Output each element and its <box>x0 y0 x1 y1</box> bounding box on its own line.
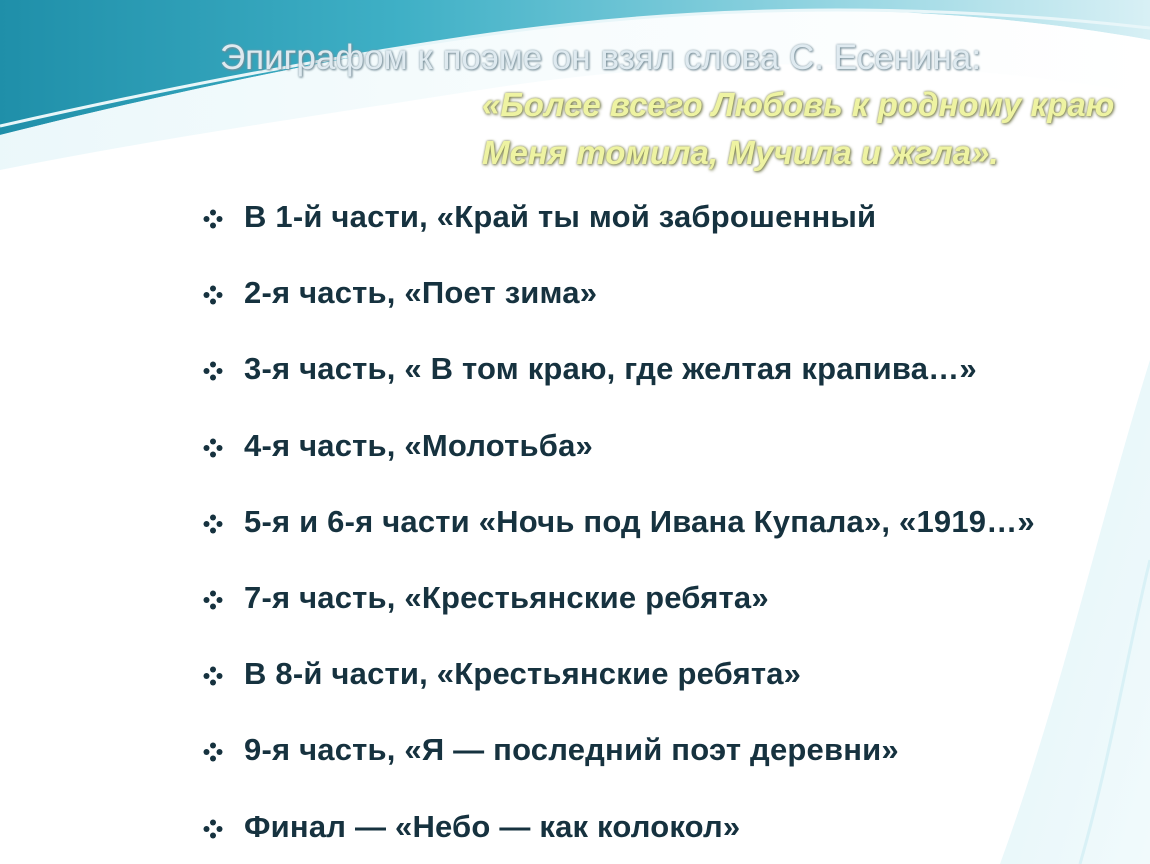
list-item-text: В 8-й части, «Крестьянские ребята» <box>244 656 802 692</box>
list-item-text: 2-я часть, «Поет зима» <box>244 275 598 311</box>
diamond-bullet-icon <box>200 578 244 618</box>
list-item <box>200 502 1035 578</box>
epigraph-quote-line-2: Меня томила, Мучила и жгла». <box>482 134 999 171</box>
diamond-bullet-icon <box>200 197 244 237</box>
list-item <box>200 349 1035 425</box>
list-item <box>200 273 1035 349</box>
diamond-bullet-icon <box>200 273 244 313</box>
list-item <box>200 578 1035 654</box>
diamond-bullet-icon <box>200 730 244 770</box>
list-item-text: 5-я и 6-я части «Ночь под Ивана Купала», «1919…» <box>244 503 1035 539</box>
list-item <box>200 654 1035 730</box>
diamond-bullet-icon <box>200 654 244 694</box>
list-item-text: Финал — «Небо — как колокол» <box>244 808 741 844</box>
list-item-text: 7-я часть, «Крестьянские ребята» <box>244 579 769 615</box>
diamond-bullet-icon <box>200 426 244 466</box>
epigraph-quote-line-1: «Более всего Любовь к родному краю <box>482 86 1115 123</box>
list-item <box>200 197 1035 273</box>
list-item <box>200 807 1035 864</box>
poem-parts-list <box>200 197 1035 864</box>
list-item-text: 4-я часть, «Молотьба» <box>244 427 593 463</box>
list-item <box>200 730 1035 806</box>
epigraph-intro: Эпиграфом к поэме он взял слова С. Есенина: <box>220 38 982 77</box>
list-item <box>200 426 1035 502</box>
diamond-bullet-icon <box>200 349 244 389</box>
list-item-text: 3-я часть, « В том краю, где желтая крапива…» <box>244 351 977 387</box>
diamond-bullet-icon <box>200 502 244 542</box>
list-item-text: В 1-й части, «Край ты мой заброшенный <box>244 199 877 234</box>
list-item-text: 9-я часть, «Я — последний поэт деревни» <box>244 732 899 768</box>
diamond-bullet-icon <box>200 807 244 847</box>
